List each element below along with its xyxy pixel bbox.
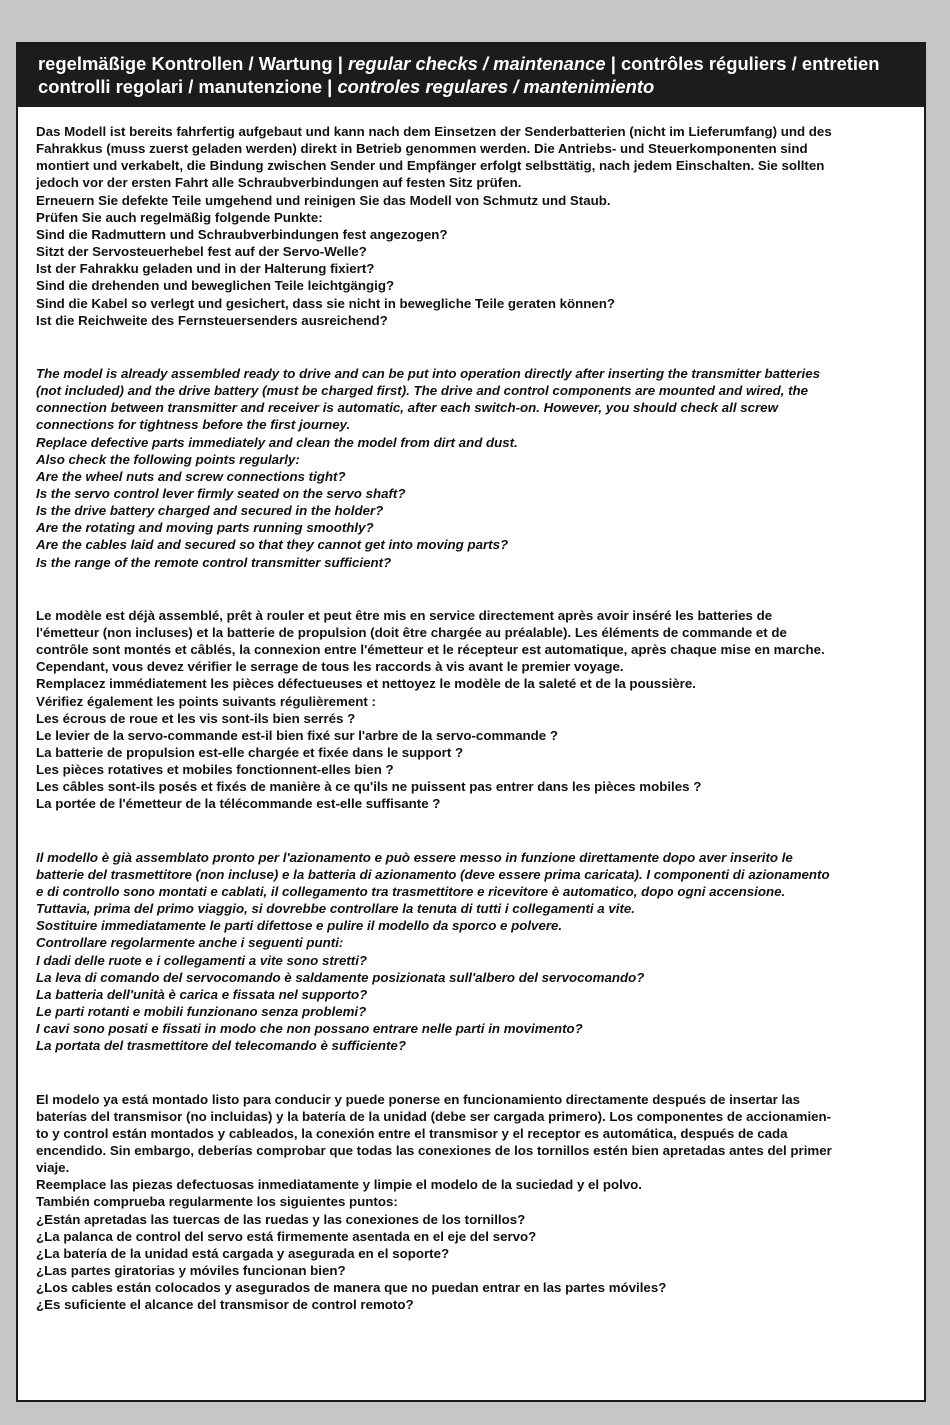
text-line: La batterie de propulsion est-elle chargée et fixée dans le support ? <box>36 745 464 760</box>
text-line: (not included) and the drive battery (must be charged first). The drive and control components are mounted and wired, the <box>36 383 809 399</box>
text-line: Vérifiez également les points suivants régulièrement : <box>36 693 376 709</box>
text-section-en <box>36 365 914 571</box>
text-line: Les pièces rotatives et mobiles fonctionnent-elles bien ? <box>36 762 394 778</box>
text-line: Il modello è già assemblato pronto per l'azionamento e può essere messo in funzione direttamente dopo aver inserito le <box>36 849 793 865</box>
header-title-fr: | contrôles réguliers / entretien <box>605 53 880 74</box>
text-line: Prüfen Sie auch regelmäßig folgende Punkte: <box>36 209 323 225</box>
text-line: Tuttavia, prima del primo viaggio, si dovrebbe controllare la tenuta di tutti i collegamenti a vite. <box>36 901 635 917</box>
text-line: baterías del transmisor (no incluidas) y la batería de la unidad (debe ser cargada primero). Los componentes de accionamien- <box>36 1108 832 1124</box>
text-line: Sostituire immediatamente le parti difettose e pulire il modello da sporco e polvere. <box>36 918 563 934</box>
text-line: Controllare regolarmente anche i seguenti punti: <box>36 935 344 951</box>
text-line: I cavi sono posati e fissati in modo che non possano entrare nelle parti in movimento? <box>36 1021 583 1037</box>
text-line: to y control están montados y cableados, la conexión entre el transmisor y el receptor es automática, después de cada <box>36 1125 788 1141</box>
text-line: ¿La palanca de control del servo está firmemente asentada en el eje del servo? <box>36 1228 537 1244</box>
text-line: Sitzt der Servosteuerhebel fest auf der Servo-Welle? <box>36 244 367 260</box>
text-line: Are the cables laid and secured so that they cannot get into moving parts? <box>36 537 509 553</box>
header-title-de: regelmäßige Kontrollen / Wartung | <box>38 53 348 74</box>
text-line: connections for tightness before the first journey. <box>36 417 351 433</box>
text-line: montiert und verkabelt, die Bindung zwischen Sender und Empfänger erfolgt selbsttätig, nach jedem Einschalten. Sie sollten <box>36 158 825 174</box>
text-line: La portée de l'émetteur de la télécommande est-elle suffisante ? <box>36 796 441 812</box>
header-line-1 <box>38 53 914 76</box>
text-line: Le levier de la servo-commande est-il bien fixé sur l'arbre de la servo-commande ? <box>36 727 558 743</box>
text-line: encendido. Sin embargo, deberías comprobar que todas las conexiones de los tornillos estén bien apretadas antes del primer <box>36 1142 832 1158</box>
text-line: Is the drive battery charged and secured in the holder? <box>36 503 384 519</box>
text-section-it <box>36 849 914 1055</box>
text-line: Sind die Radmuttern und Schraubverbindungen fest angezogen? <box>36 226 448 242</box>
text-line: ¿Los cables están colocados y asegurados de manera que no puedan entrar en las partes móviles? <box>36 1280 667 1296</box>
text-section-es <box>36 1091 914 1314</box>
text-line: contrôle sont montés et câblés, la connexion entre l'émetteur et le récepteur est automatique, après chaque mise en marche. <box>36 642 825 658</box>
text-line: Sind die drehenden und beweglichen Teile leichtgängig? <box>36 278 395 294</box>
text-line: ¿Las partes giratorias y móviles funcionan bien? <box>36 1263 346 1279</box>
text-line: La batteria dell'unità è carica e fissata nel supporto? <box>36 986 368 1002</box>
header-title-en: regular checks / maintenance <box>347 53 606 74</box>
text-line: jedoch vor der ersten Fahrt alle Schraubverbindungen auf festen Sitz prüfen. <box>36 175 522 191</box>
text-line: ¿Están apretadas las tuercas de las ruedas y las conexiones de los tornillos? <box>36 1211 526 1227</box>
text-line: Le modèle est déjà assemblé, prêt à rouler et peut être mis en service directement après avoir inséré les batteries de <box>36 607 773 623</box>
text-line: Are the wheel nuts and screw connections tight? <box>36 468 346 484</box>
text-line: Also check the following points regularly: <box>36 451 300 467</box>
text-line: Fahrakkus (muss zuerst geladen werden) direkt in Betrieb genommen werden. Die Antriebs- und Steuerkomponenten sind <box>36 141 808 157</box>
text-section-de <box>36 123 914 329</box>
text-line: Reemplace las piezas defectuosas inmediatamente y limpie el modelo de la suciedad y el polvo. <box>36 1177 642 1193</box>
text-line: Sind die Kabel so verlegt und gesichert, dass sie nicht in bewegliche Teile geraten können? <box>36 295 616 311</box>
header-title-it: controlli regolari / manutenzione | <box>38 75 338 97</box>
text-line: The model is already assembled ready to drive and can be put into operation directly after inserting the transmitter batteries <box>36 365 820 381</box>
header-line-2 <box>38 76 914 99</box>
text-line: Erneuern Sie defekte Teile umgehend und reinigen Sie das Modell von Schmutz und Staub. <box>36 192 611 208</box>
text-line: Is the servo control lever firmly seated on the servo shaft? <box>36 485 406 501</box>
text-line: Are the rotating and moving parts running smoothly? <box>36 520 374 536</box>
text-line: ¿Es suficiente el alcance del transmisor de control remoto? <box>36 1297 414 1313</box>
text-line: Remplacez immédiatement les pièces défectueuses et nettoyez le modèle de la saleté et de la poussière. <box>36 676 696 692</box>
text-line: Is the range of the remote control transmitter sufficient? <box>36 554 392 570</box>
text-line: connection between transmitter and receiver is automatic, after each switch-on. However, you should check all screw <box>36 400 778 416</box>
text-line: I dadi delle ruote e i collegamenti a vite sono stretti? <box>36 952 368 968</box>
text-line: batterie del trasmettitore (non incluse) e la batteria di azionamento (deve essere prima caricata). I componenti di azionamento <box>36 866 830 882</box>
text-line: e di controllo sono montati e cablati, il collegamento tra trasmettitore e ricevitore è automatico, dopo ogni accensione. <box>36 883 786 899</box>
text-line: viaje. <box>36 1160 70 1176</box>
text-line: Ist die Reichweite des Fernsteuersenders ausreichend? <box>36 312 388 328</box>
section-header <box>18 44 924 107</box>
text-line: Replace defective parts immediately and clean the model from dirt and dust. <box>36 434 518 450</box>
text-line: l'émetteur (non incluses) et la batterie de propulsion (doit être chargée au préalable). Les éléments de commande et de <box>36 624 787 640</box>
manual-page <box>16 42 926 1402</box>
text-line: Les câbles sont-ils posés et fixés de manière à ce qu'ils ne puissent pas entrer dans les pièces mobiles ? <box>36 779 702 795</box>
text-line: Das Modell ist bereits fahrfertig aufgebaut und kann nach dem Einsetzen der Senderbatterien (nicht im Lieferumfang) und des <box>36 124 832 139</box>
text-line: También comprueba regularmente los siguientes puntos: <box>36 1194 398 1210</box>
text-line: Cependant, vous devez vérifier le serrage de tous les raccords à vis avant le premier voyage. <box>36 659 624 675</box>
content-area <box>18 107 924 1314</box>
text-line: La portata del trasmettitore del telecomando è sufficiente? <box>36 1038 406 1054</box>
text-section-fr <box>36 607 914 813</box>
text-line: Les écrous de roue et les vis sont-ils bien serrés ? <box>36 710 356 726</box>
text-line: La leva di comando del servocomando è saldamente posizionata sull'albero del servocomando? <box>36 969 645 985</box>
text-line: El modelo ya está montado listo para conducir y puede ponerse en funcionamiento directamente después de insertar las <box>36 1091 801 1107</box>
header-title-es: controles regulares / mantenimiento <box>337 75 655 97</box>
text-line: Le parti rotanti e mobili funzionano senza problemi? <box>36 1004 367 1020</box>
text-line: Ist der Fahrakku geladen und in der Halterung fixiert? <box>36 261 375 277</box>
text-line: ¿La batería de la unidad está cargada y asegurada en el soporte? <box>36 1245 450 1261</box>
